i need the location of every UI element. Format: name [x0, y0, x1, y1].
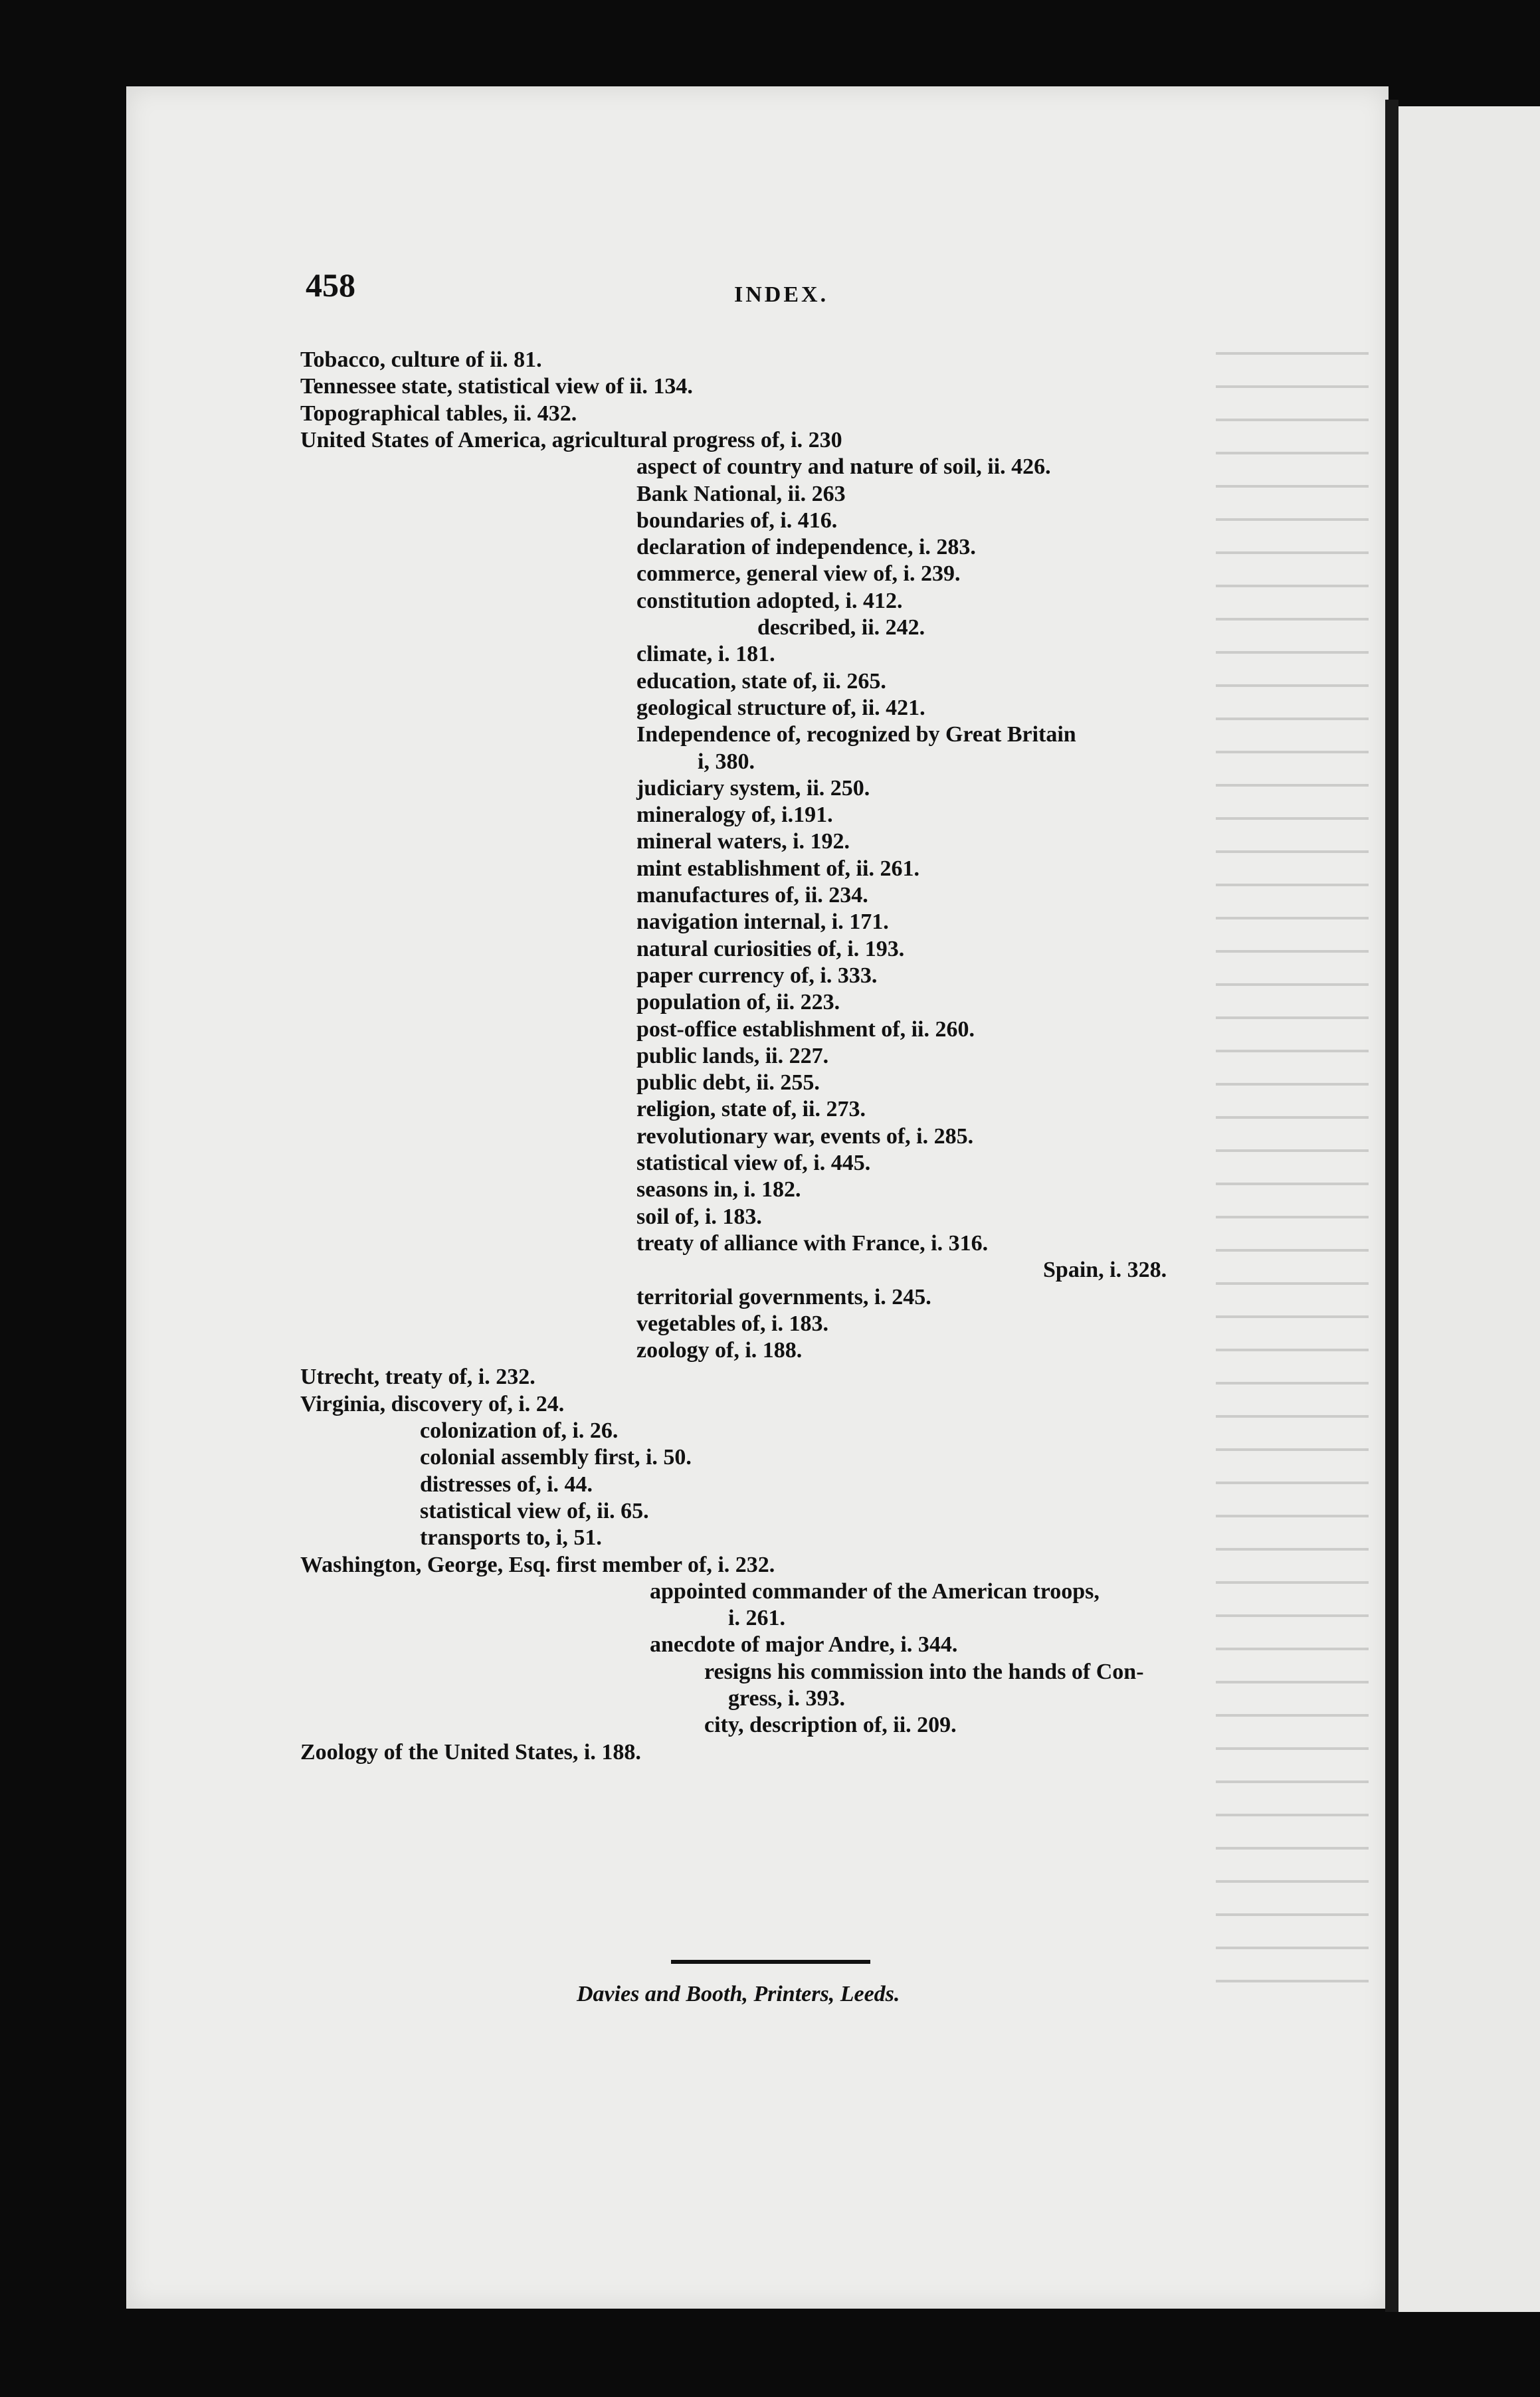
- page-number: 458: [306, 266, 355, 304]
- index-entry: Tennessee state, statistical view of ii. 134.: [300, 374, 693, 399]
- index-entry: gress, i. 393.: [728, 1686, 845, 1711]
- index-entry: i, 380.: [698, 749, 755, 774]
- index-entry: Independence of, recognized by Great Britain: [636, 722, 1076, 747]
- index-entry: education, state of, ii. 265.: [636, 669, 886, 694]
- index-entry: mineralogy of, i.191.: [636, 803, 833, 827]
- index-entry: treaty of alliance with France, i. 316.: [636, 1231, 989, 1256]
- index-entry: appointed commander of the American troops,: [650, 1579, 1100, 1604]
- printer-imprint: Davies and Booth, Printers, Leeds.: [577, 1982, 900, 2006]
- index-entry: aspect of country and nature of soil, ii. 426.: [636, 454, 1051, 479]
- index-entry: resigns his commission into the hands of Con-: [704, 1660, 1144, 1684]
- index-entry: population of, ii. 223.: [636, 990, 840, 1014]
- index-entry: i. 261.: [728, 1606, 785, 1630]
- index-entry: territorial governments, i. 245.: [636, 1285, 931, 1309]
- index-entry: Virginia, discovery of, i. 24.: [300, 1392, 565, 1416]
- index-entry: public lands, ii. 227.: [636, 1044, 829, 1068]
- index-entry: declaration of independence, i. 283.: [636, 535, 976, 559]
- index-entry: paper currency of, i. 333.: [636, 963, 878, 988]
- index-entry: vegetables of, i. 183.: [636, 1311, 828, 1336]
- index-entry: natural curiosities of, i. 193.: [636, 937, 905, 961]
- index-entry: distresses of, i. 44.: [420, 1472, 593, 1497]
- index-entry: navigation internal, i. 171.: [636, 910, 889, 934]
- index-entry: city, description of, ii. 209.: [704, 1713, 957, 1737]
- index-entry: judiciary system, ii. 250.: [636, 776, 870, 801]
- index-entry: Topographical tables, ii. 432.: [300, 401, 577, 426]
- index-entry: mint establishment of, ii. 261.: [636, 856, 919, 881]
- index-entry: mineral waters, i. 192.: [636, 829, 850, 854]
- index-entry: colonial assembly first, i. 50.: [420, 1445, 692, 1470]
- index-entry: statistical view of, i. 445.: [636, 1151, 871, 1175]
- index-entry: Washington, George, Esq. first member of, i. 232.: [300, 1553, 775, 1577]
- index-entry: United States of America, agricultural progress of, i. 230: [300, 428, 842, 452]
- index-entry: boundaries of, i. 416.: [636, 508, 838, 533]
- index-entry: Utrecht, treaty of, i. 232.: [300, 1365, 535, 1389]
- index-entry: colonization of, i. 26.: [420, 1418, 619, 1443]
- running-head: INDEX.: [734, 282, 829, 307]
- index-entry: religion, state of, ii. 273.: [636, 1097, 866, 1121]
- closing-rule: [671, 1960, 870, 1964]
- index-entry: Bank National, ii. 263: [636, 482, 846, 506]
- index-entry: Spain, i. 328.: [1043, 1258, 1167, 1282]
- index-entry: anecdote of major Andre, i. 344.: [650, 1632, 958, 1657]
- book-gutter: [1385, 100, 1398, 2312]
- index-entry: climate, i. 181.: [636, 642, 775, 666]
- index-entry: seasons in, i. 182.: [636, 1177, 801, 1202]
- index-entry: zoology of, i. 188.: [636, 1338, 803, 1363]
- index-entry: described, ii. 242.: [757, 615, 925, 640]
- index-entry: post-office establishment of, ii. 260.: [636, 1017, 975, 1042]
- index-entry: Zoology of the United States, i. 188.: [300, 1740, 641, 1765]
- index-entry: commerce, general view of, i. 239.: [636, 561, 961, 586]
- index-entry: public debt, ii. 255.: [636, 1070, 820, 1095]
- index-entry: transports to, i, 51.: [420, 1525, 602, 1550]
- index-entry: manufactures of, ii. 234.: [636, 883, 868, 908]
- index-entry: geological structure of, ii. 421.: [636, 696, 925, 720]
- index-entry: constitution adopted, i. 412.: [636, 589, 903, 613]
- facing-page: [1398, 106, 1540, 2312]
- index-entry: soil of, i. 183.: [636, 1204, 762, 1229]
- show-through-text: [1216, 332, 1369, 1993]
- index-entry: Tobacco, culture of ii. 81.: [300, 347, 542, 372]
- index-entry: revolutionary war, events of, i. 285.: [636, 1124, 974, 1149]
- index-entry: statistical view of, ii. 65.: [420, 1499, 649, 1523]
